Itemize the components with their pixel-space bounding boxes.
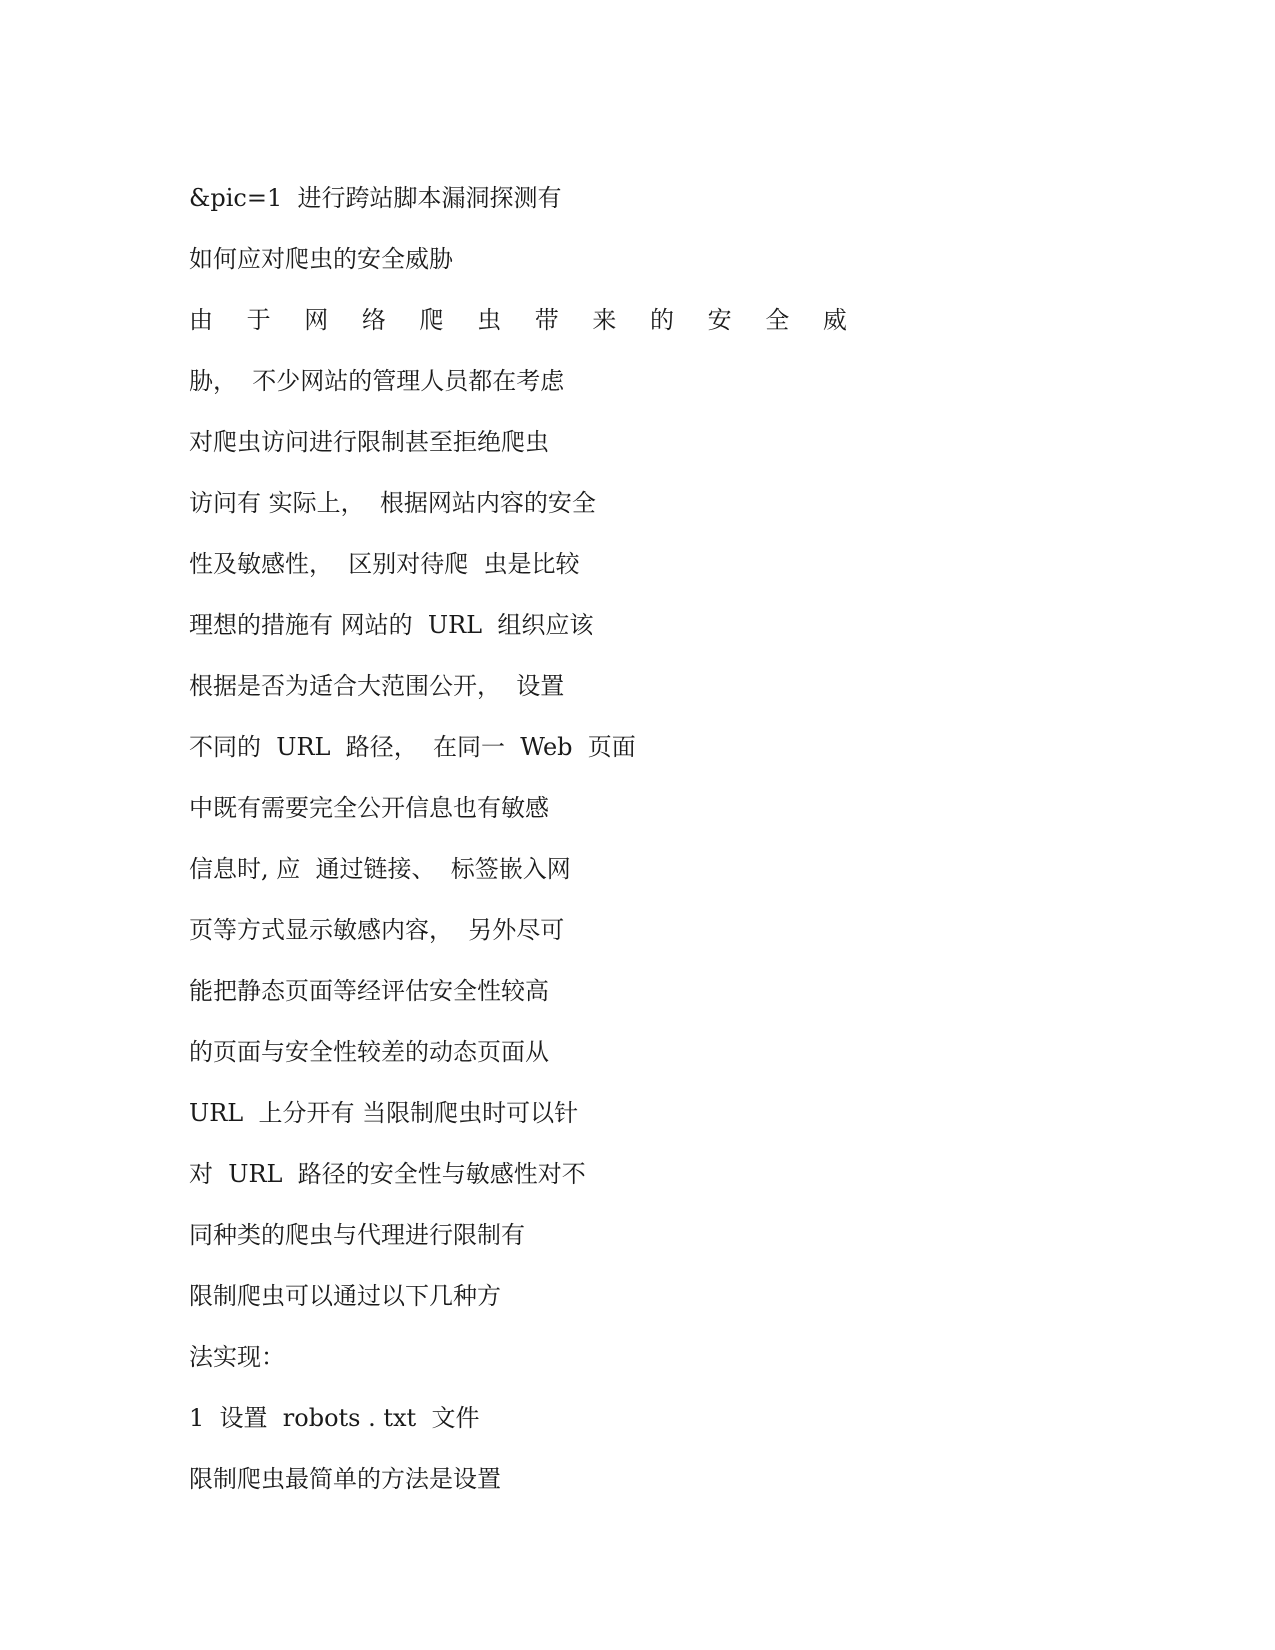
- text-line-14: 能把静态页面等经评估安全性较高: [189, 977, 549, 1005]
- text-line-13: 页等方式显示敏感内容， 另外尽可: [189, 916, 565, 944]
- text-line-9: 根据是否为适合大范围公开， 设置: [189, 672, 565, 700]
- text-line-4: 胁， 不少网站的管理人员都在考虑: [189, 367, 565, 395]
- text-line-17: 对 URL 路径的安全性与敏感性对不: [189, 1160, 586, 1188]
- text-line-5: 对爬虫访问进行限制甚至拒绝爬虫: [189, 428, 549, 456]
- text-line-12: 信息时, 应 通过链接、 标签嵌入网: [189, 855, 571, 883]
- section-heading: 如何应对爬虫的安全威胁: [189, 245, 453, 273]
- text-line-8: 理想的措施有 网站的 URL 组织应该: [189, 611, 594, 639]
- text-line-18: 同种类的爬虫与代理进行限制有: [189, 1221, 525, 1249]
- text-line-3: 由 于 网 络 爬 虫 带 来 的 安 全 威: [189, 306, 860, 334]
- body-text: [189, 168, 860, 1510]
- text-line-7: 性及敏感性， 区别对待爬 虫是比较: [189, 550, 580, 578]
- text-line-16: URL 上分开有 当限制爬虫时可以针: [189, 1099, 579, 1127]
- list-item-heading: 1 设置 robots . txt 文件: [189, 1404, 480, 1432]
- text-line-11: 中既有需要完全公开信息也有敏感: [189, 794, 549, 822]
- text-line-1: &pic=1 进行跨站脚本漏洞探测有: [189, 184, 562, 212]
- text-line-10: 不同的 URL 路径， 在同一 Web 页面: [189, 733, 636, 761]
- text-line-20: 法实现：: [189, 1343, 285, 1371]
- text-line-6: 访问有 实际上， 根据网站内容的安全: [189, 489, 596, 517]
- text-line-15: 的页面与安全性较差的动态页面从: [189, 1038, 549, 1066]
- text-line-22: 限制爬虫最简单的方法是设置: [189, 1465, 501, 1493]
- text-line-19: 限制爬虫可以通过以下几种方: [189, 1282, 501, 1310]
